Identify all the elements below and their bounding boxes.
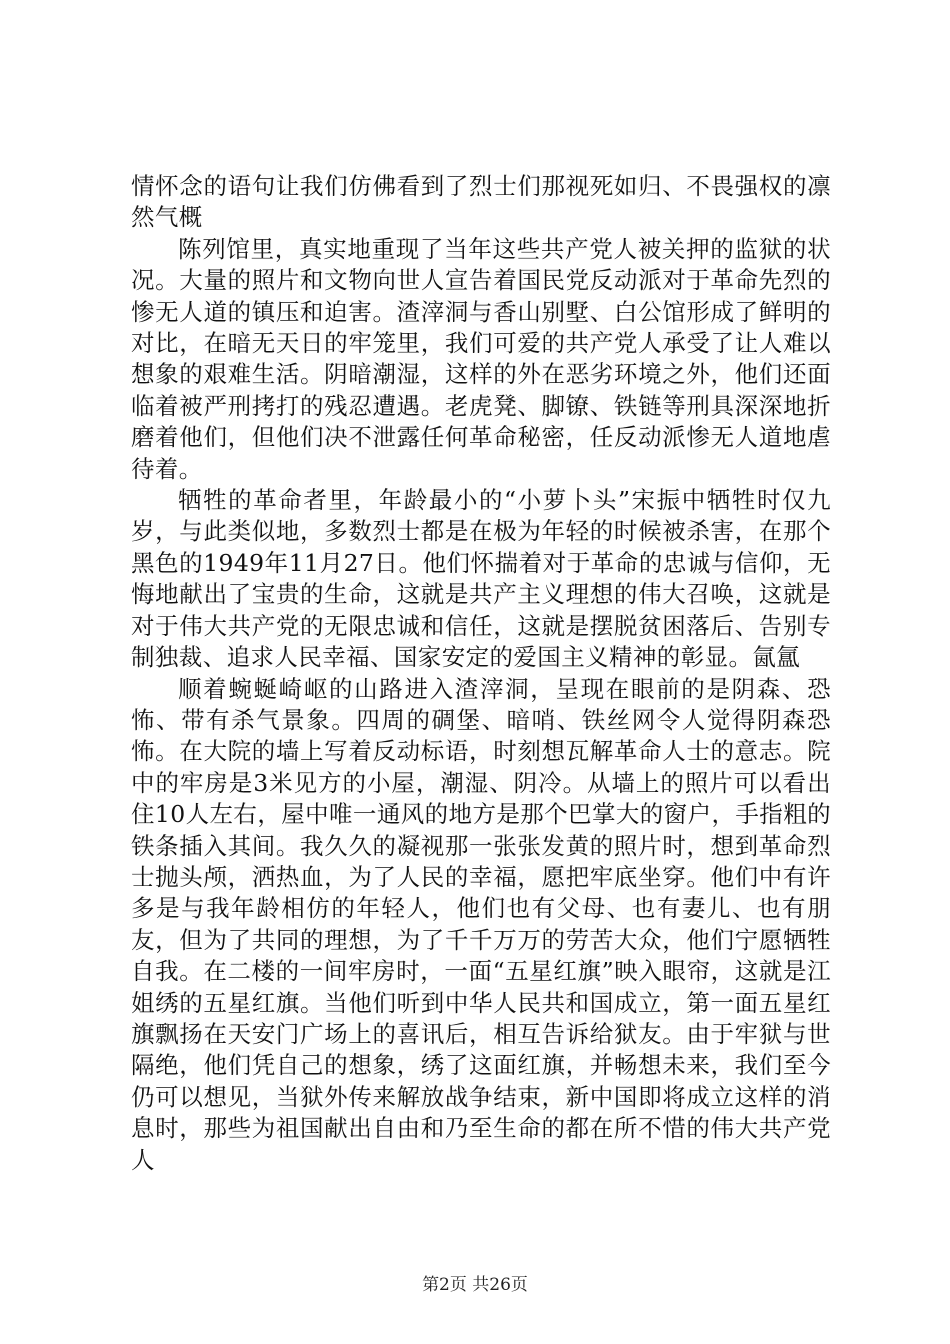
paragraph: 陈列馆里，真实地重现了当年这些共产党人被关押的监狱的状况。大量的照片和文物向世人宣告着国民党反动派对于革命先烈的惨无人道的镇压和迫害。渣滓洞与香山别墅、白公馆形成了鲜明的对比，在暗无天日的牢笼里，我们可爱的共产党人承受了让人难以想象的艰难生活。阴暗潮湿，这样的外在恶劣环境之外，他们还面临着被严刑拷打的残忍遭遇。老虎凳、脚镣、铁链等刑具深深地折磨着他们，但他们决不泄露任何革命秘密，任反动派惨无人道地虐待着。 bbox=[131, 234, 831, 483]
page-number: 第2页 共26页 bbox=[422, 1275, 528, 1295]
page-footer bbox=[0, 1273, 950, 1297]
paragraph: 顺着蜿蜒崎岖的山路进入渣滓洞，呈现在眼前的是阴森、恐怖、带有杀气景象。四周的碉堡、暗哨、铁丝网令人觉得阴森恐怖。在大院的墙上写着反动标语，时刻想瓦解革命人士的意志。院中的牢房是3米见方的小屋，潮湿、阴冷。从墙上的照片可以看出住10人左右，屋中唯一通风的地方是那个巴掌大的窗户，手指粗的铁条插入其间。我久久的凝视那一张张发黄的照片时，想到革命烈士抛头颅，洒热血，为了人民的幸福，愿把牢底坐穿。他们中有许多是与我年龄相仿的年轻人，他们也有父母、也有妻儿、也有朋友，但为了共同的理想，为了千千万万的劳苦大众，他们宁愿牺牲自我。在二楼的一间牢房时，一面“五星红旗”映入眼帘，这就是江姐绣的五星红旗。当他们听到中华人民共和国成立，第一面五星红旗飘扬在天安门广场上的喜讯后，相互告诉给狱友。由于牢狱与世隔绝，他们凭自己的想象，绣了这面红旗，并畅想未来，我们至今仍可以想见，当狱外传来解放战争结束，新中国即将成立这样的消息时，那些为祖国献出自由和乃至生命的都在所不惜的伟大共产党人 bbox=[131, 674, 831, 1174]
paragraph: 牺牲的革命者里，年龄最小的“小萝卜头”宋振中牺牲时仅九岁，与此类似地，多数烈士都是在极为年轻的时候被杀害，在那个黑色的1949年11月27日。他们怀揣着对于革命的忠诚与信仰，无悔地献出了宝贵的生命，这就是共产主义理想的伟大召唤，这就是对于伟大共产党的无限忠诚和信任，这就是摆脱贫困落后、告别专制独裁、追求人民幸福、国家安定的爱国主义精神的彰显。氤氲 bbox=[131, 486, 831, 672]
body-text bbox=[131, 171, 831, 1176]
paragraph: 情怀念的语句让我们仿佛看到了烈士们那视死如归、不畏强权的凛然气概 bbox=[131, 172, 831, 232]
